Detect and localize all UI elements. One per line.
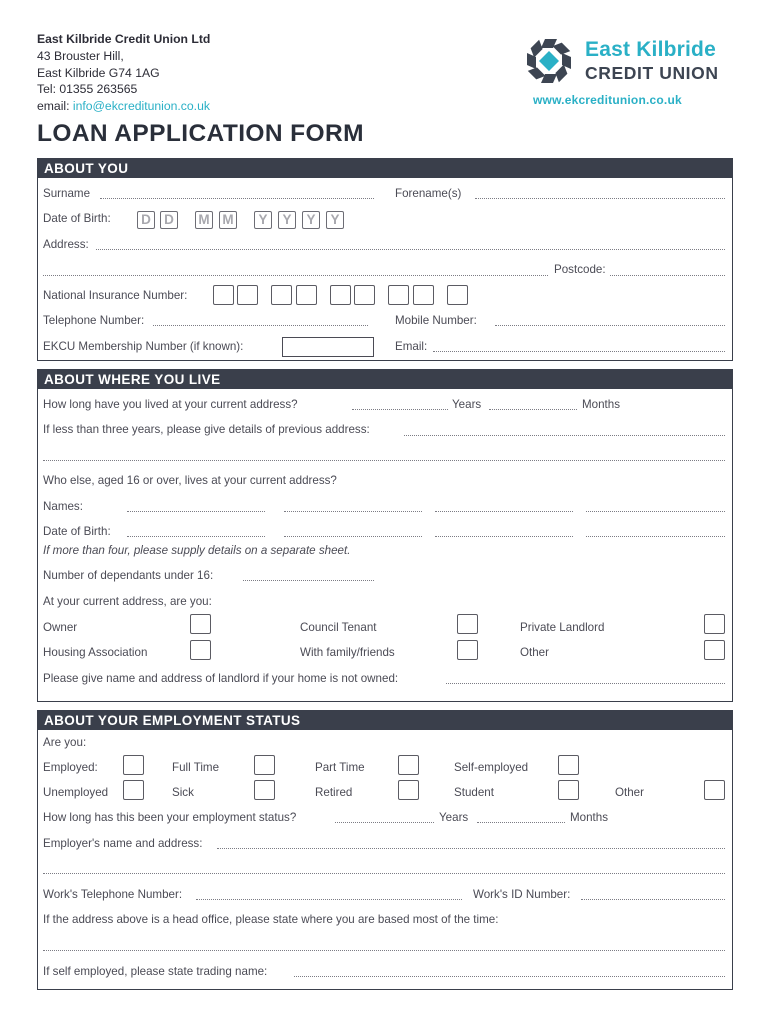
- are-you-label: At your current address, are you:: [43, 595, 212, 608]
- postcode-field[interactable]: [610, 266, 725, 276]
- how-long-label: How long have you lived at your current address?: [43, 398, 298, 411]
- employment-years-label: Years: [439, 811, 469, 824]
- organisation-name: East Kilbride Credit Union Ltd: [37, 32, 211, 46]
- name-field-1[interactable]: [127, 502, 265, 512]
- dob-year-box[interactable]: Y: [326, 211, 344, 229]
- option-employed-label: Employed:: [43, 761, 98, 774]
- dob-year-box[interactable]: Y: [254, 211, 272, 229]
- section-heading: ABOUT YOU: [38, 159, 732, 178]
- employment-years-field[interactable]: [335, 813, 434, 823]
- retired-checkbox[interactable]: [398, 780, 419, 800]
- unemployed-checkbox[interactable]: [123, 780, 144, 800]
- ni-box[interactable]: [413, 285, 434, 305]
- section-where-you-live: [37, 369, 733, 702]
- private-landlord-checkbox[interactable]: [704, 614, 725, 634]
- employed-checkbox[interactable]: [123, 755, 144, 775]
- forenames-field[interactable]: [475, 189, 725, 199]
- employer-field-line-2[interactable]: [43, 864, 725, 874]
- option-housing-association-label: Housing Association: [43, 646, 148, 659]
- section-about-you: [37, 158, 733, 361]
- employment-are-you-label: Are you:: [43, 736, 87, 749]
- occupant-dob-label: Date of Birth:: [43, 525, 111, 538]
- address-field-line-2[interactable]: [43, 266, 548, 276]
- address-field-line-1[interactable]: [96, 240, 725, 250]
- option-self-employed-label: Self-employed: [454, 761, 529, 774]
- ni-box[interactable]: [296, 285, 317, 305]
- surname-field[interactable]: [100, 189, 374, 199]
- logo-text-east-kilbride: East Kilbride: [585, 38, 716, 61]
- address-line-2: East Kilbride G74 1AG: [37, 65, 160, 80]
- employment-months-label: Months: [570, 811, 609, 824]
- option-other-employment-label: Other: [615, 786, 644, 799]
- self-employed-checkbox[interactable]: [558, 755, 579, 775]
- name-field-2[interactable]: [284, 502, 422, 512]
- address-line-1: 43 Brouster Hill,: [37, 48, 124, 63]
- website-link[interactable]: www.ekcreditunion.co.uk: [533, 93, 682, 107]
- ni-box[interactable]: [213, 285, 234, 305]
- employment-months-field[interactable]: [477, 813, 565, 823]
- email-field[interactable]: [433, 342, 725, 352]
- mobile-field[interactable]: [495, 316, 725, 326]
- work-id-label: Work's ID Number:: [473, 888, 571, 901]
- section-heading: ABOUT YOUR EMPLOYMENT STATUS: [38, 711, 732, 730]
- ni-box[interactable]: [271, 285, 292, 305]
- option-retired-label: Retired: [315, 786, 353, 799]
- option-student-label: Student: [454, 786, 494, 799]
- ni-label: National Insurance Number:: [43, 289, 188, 302]
- occupant-dob-field-1[interactable]: [127, 527, 265, 537]
- ni-box[interactable]: [388, 285, 409, 305]
- option-part-time-label: Part Time: [315, 761, 365, 774]
- part-time-checkbox[interactable]: [398, 755, 419, 775]
- previous-address-field-line-2[interactable]: [43, 451, 725, 461]
- head-office-label: If the address above is a head office, please state where you are based most of the time:: [43, 913, 499, 926]
- option-full-time-label: Full Time: [172, 761, 220, 774]
- employer-label: Employer's name and address:: [43, 837, 203, 850]
- student-checkbox[interactable]: [558, 780, 579, 800]
- contact-block: [37, 31, 210, 115]
- work-telephone-field[interactable]: [196, 890, 462, 900]
- option-unemployed-label: Unemployed: [43, 786, 109, 799]
- dob-year-box[interactable]: Y: [302, 211, 320, 229]
- who-else-label: Who else, aged 16 or over, lives at your current address?: [43, 474, 337, 487]
- option-other-label: Other: [520, 646, 549, 659]
- postcode-label: Postcode:: [554, 263, 606, 276]
- owner-checkbox[interactable]: [190, 614, 211, 634]
- logo-text-credit-union: CREDIT UNION: [585, 63, 719, 83]
- years-field[interactable]: [352, 400, 448, 410]
- option-owner-label: Owner: [43, 621, 78, 634]
- mobile-label: Mobile Number:: [395, 314, 477, 327]
- names-label: Names:: [43, 500, 83, 513]
- email-field-label: Email:: [395, 340, 428, 353]
- dob-year-box[interactable]: Y: [278, 211, 296, 229]
- ni-box[interactable]: [330, 285, 351, 305]
- occupant-dob-field-3[interactable]: [435, 527, 573, 537]
- years-label: Years: [452, 398, 482, 411]
- trading-name-field[interactable]: [294, 967, 725, 977]
- council-tenant-checkbox[interactable]: [457, 614, 478, 634]
- email-link[interactable]: info@ekcreditunion.co.uk: [72, 99, 210, 114]
- months-label: Months: [582, 398, 621, 411]
- logo-mark-icon: [524, 36, 574, 86]
- separate-sheet-note: If more than four, please supply details on a separate sheet.: [43, 544, 351, 557]
- housing-association-checkbox[interactable]: [190, 640, 211, 660]
- dob-label: Date of Birth:: [43, 212, 111, 225]
- previous-address-field[interactable]: [404, 426, 725, 436]
- employer-field[interactable]: [217, 839, 725, 849]
- dob-month-box[interactable]: M: [219, 211, 237, 229]
- option-private-landlord-label: Private Landlord: [520, 621, 605, 634]
- dependants-label: Number of dependants under 16:: [43, 569, 214, 582]
- dob-day-box[interactable]: D: [137, 211, 155, 229]
- full-time-checkbox[interactable]: [254, 755, 275, 775]
- dob-month-box[interactable]: M: [195, 211, 213, 229]
- landlord-label: Please give name and address of landlord if your home is not owned:: [43, 672, 399, 685]
- surname-label: Surname: [43, 187, 91, 200]
- ni-box[interactable]: [447, 285, 468, 305]
- option-sick-label: Sick: [172, 786, 194, 799]
- telephone-field[interactable]: [153, 316, 368, 326]
- option-council-tenant-label: Council Tenant: [300, 621, 377, 634]
- other-employment-checkbox[interactable]: [704, 780, 725, 800]
- work-id-field[interactable]: [581, 890, 725, 900]
- dob-day-box[interactable]: D: [160, 211, 178, 229]
- name-field-3[interactable]: [435, 502, 573, 512]
- membership-number-box[interactable]: [282, 337, 374, 357]
- dependants-field[interactable]: [243, 571, 374, 581]
- employment-how-long-label: How long has this been your employment status?: [43, 811, 297, 824]
- landlord-field[interactable]: [446, 674, 725, 684]
- ni-box[interactable]: [237, 285, 258, 305]
- sick-checkbox[interactable]: [254, 780, 275, 800]
- form-title: LOAN APPLICATION FORM: [37, 120, 364, 147]
- section-employment: [37, 710, 733, 990]
- name-field-4[interactable]: [586, 502, 725, 512]
- head-office-field[interactable]: [43, 941, 725, 951]
- telephone-label: Telephone Number:: [43, 314, 145, 327]
- forenames-label: Forename(s): [395, 187, 462, 200]
- option-family-friends-label: With family/friends: [300, 646, 395, 659]
- membership-label: EKCU Membership Number (if known):: [43, 340, 244, 353]
- telephone: Tel: 01355 263565: [37, 82, 138, 97]
- credit-union-logo: [524, 36, 739, 88]
- months-field[interactable]: [489, 400, 577, 410]
- occupant-dob-field-2[interactable]: [284, 527, 422, 537]
- trading-name-label: If self employed, please state trading name:: [43, 965, 268, 978]
- ni-box[interactable]: [354, 285, 375, 305]
- section-heading: ABOUT WHERE YOU LIVE: [38, 370, 732, 389]
- occupant-dob-field-4[interactable]: [586, 527, 725, 537]
- family-friends-checkbox[interactable]: [457, 640, 478, 660]
- address-label: Address:: [43, 238, 89, 251]
- email-label: email:: [37, 99, 70, 114]
- previous-address-label: If less than three years, please give details of previous address:: [43, 423, 370, 436]
- email-line: [37, 98, 210, 115]
- work-telephone-label: Work's Telephone Number:: [43, 888, 183, 901]
- other-residence-checkbox[interactable]: [704, 640, 725, 660]
